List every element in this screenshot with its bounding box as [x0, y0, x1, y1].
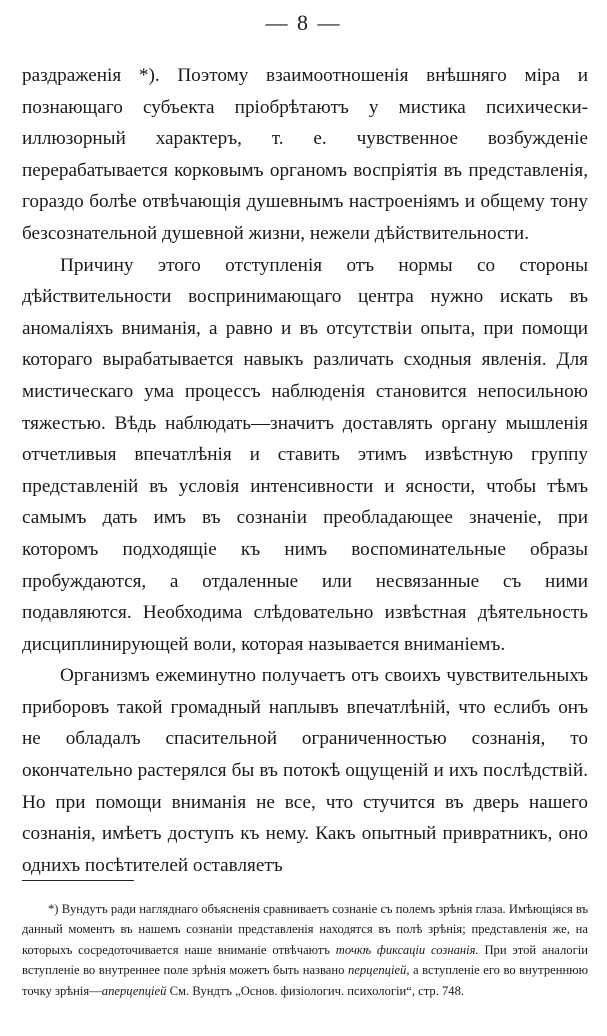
body-text	[22, 60, 588, 881]
footnote-divider	[22, 880, 134, 881]
footnote-text-2: При этой аналогіи вступленіе во внутреннее поле зрѣнія можетъ быть названо	[22, 942, 588, 978]
footnote	[22, 899, 588, 1001]
footnote-italic-apperception: аперцепціей	[101, 983, 167, 998]
footnote-italic-perception: перцепціей,	[347, 963, 410, 978]
footnote-italic-fixation: точкѣ фиксаціи сознанія.	[335, 942, 479, 957]
paragraph-3: Организмъ ежеминутно получаетъ отъ своихъ чувствительныхъ приборовъ такой громадный наплывъ впечатлѣній, что еслибъ онъ не обладалъ спасительной ограниченностью сознанія, то окончательно растерялся бы въ потокѣ ощущеній и ихъ послѣдствій. Но при помощи вниманія не все, что стучится въ дверь нашего сознанія, имѣетъ доступъ къ нему. Какъ опытный привратникъ, оно однихъ посѣтителей оставляетъ	[22, 665, 588, 876]
footnote-text-1: *) Вундутъ ради нагляднаго объясненія сравниваетъ сознаніе съ полемъ зрѣнія глаза. Имѣющіяся въ данный моментъ въ нашемъ сознаніи представленія находятся въ полѣ зрѣнія; представленія же, на которыхъ сосредоточивается наше вниманіе отвѣчаютъ	[22, 902, 588, 957]
footnote-text-3: а вступленіе его во внутреннюю точку зрѣнія—	[22, 963, 589, 998]
paragraph-1: раздраженія *). Поэтому взаимоотношенія внѣшняго міра и познающаго субъекта пріобрѣтаютъ у мистика психически-иллюзорный характеръ, т. е. чувственное возбужденіе перерабатывается корковымъ органомъ воспріятія въ представленія, гораздо болѣе отвѣчающія душевнымъ настроеніямъ и общему тону безсознательной душевной жизни, нежели дѣйствительности.	[22, 65, 588, 244]
footnote-text-4: См. Вундтъ „Основ. физіологич. психологіи“, стр. 748.	[169, 983, 465, 998]
paragraph-2: Причину этого отступленія отъ нормы со стороны дѣйствительности воспринимающаго центра нужно искать въ аномаліяхъ вниманія, а равно и въ отсутствіи опыта, при помощи котораго вырабатывается навыкъ различать сходныя явленія. Для мистическаго ума процессъ наблюденія становится непосильною тяжестью. Вѣдь наблюдать—значитъ доставлять органу мышленія отчетливыя впечатлѣнія и ставить этимъ извѣстную группу представленій въ условія интенсивности и ясности, чтобы тѣмъ самымъ дать имъ въ сознаніи преобладающее значеніе, при которомъ подходящіе къ нимъ воспоминательные образы пробуждаются, а отдаленные или несвязанные съ ними подавляются. Необходима слѣдовательно извѣстная дѣятельность дисциплинирующей воли, которая называется вниманіемъ.	[22, 254, 588, 655]
page-number: — 8 —	[265, 10, 342, 35]
